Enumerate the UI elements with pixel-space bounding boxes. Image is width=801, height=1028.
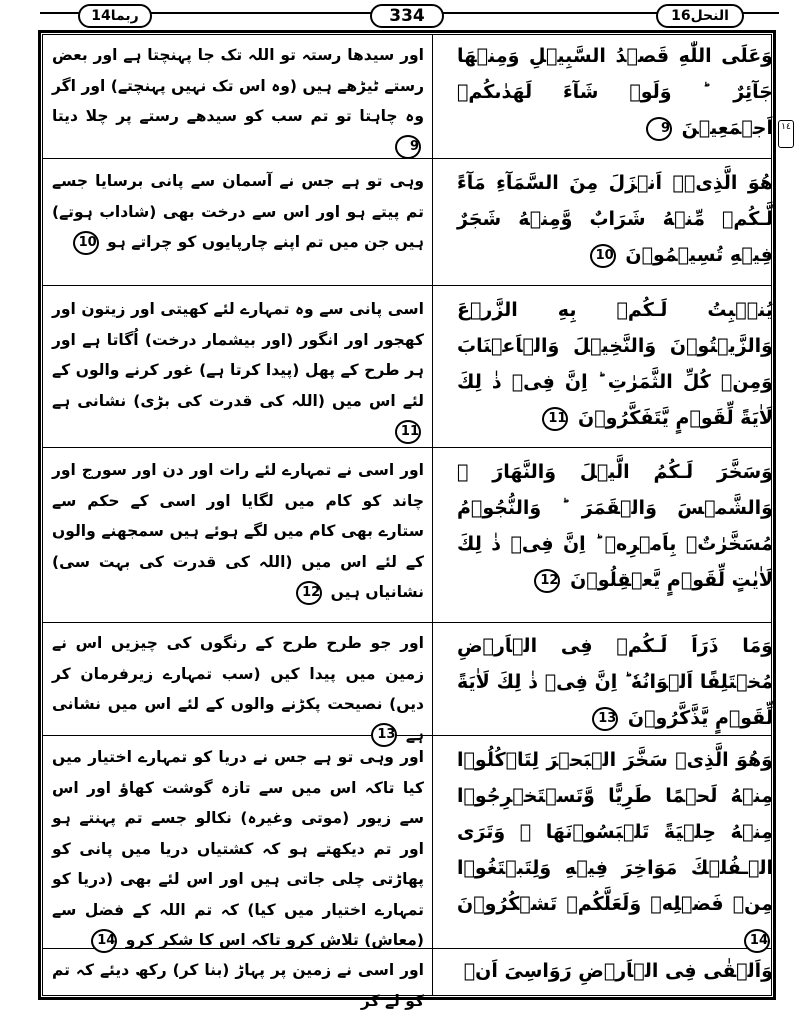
- arabic-verse: [457, 742, 773, 958]
- verse-number-marker: 13: [371, 723, 397, 747]
- arabic-verse-text: يُنۡۢبِتُ لَـكُمۡ بِهِ الزَّرۡعَ وَالزَّيۡتُوۡنَ وَالنَّخِيۡلَ وَالۡاَعۡنَابَ وَمِنۡ كُلِّ الثَّمَرٰتِ ؕ اِنَّ فِىۡ ذٰ لِكَ لَاٰيَةً لِّقَوۡمٍ يَّتَفَكَّرُوۡنَ: [457, 299, 773, 429]
- arabic-verse: [457, 292, 773, 436]
- verse-number-marker: 14: [91, 929, 117, 953]
- urdu-translation-text: اور جو طرح طرح کے رنگوں کی چیزیں اس نے زمین میں پیدا کیں (سب تمہارے زیرفرمان کر دیں) نصیحت پکڑنے والوں کے لئے اس میں نشانی ہے: [52, 634, 424, 744]
- surah-label: النحل16: [656, 4, 744, 28]
- verse-number-marker: 11: [395, 420, 421, 444]
- urdu-translation-text: اور اسی نے تمہارے لئے رات اور دن اور سورج اور چاند کو کام میں لگایا اور اسی کے حکم سے ستارے بھی کام میں لگے ہوئے ہیں سمجھنے والوں کے لئے اس میں (اللہ کی قدرت کی بہت سی) نشانیاں ہیں: [52, 461, 424, 601]
- urdu-translation: [52, 294, 424, 447]
- urdu-translation-text: اسی پانی سے وہ تمہارے لئے کھیتی اور زیتون اور کھجور اور انگور (اور بیشمار درخت) اُگاتا ہے اور ہر طرح کے پھل (پیدا کرتا ہے) غور کرنے والوں کے لئے اس میں (اللہ کی قدرت کی بڑی) نشانی ہے: [52, 300, 424, 410]
- urdu-translation-text: وہی تو ہے جس نے آسمان سے پانی برسایا جسے تم پیتے ہو اور اس سے درخت بھی (شاداب ہوتے) ہیں جن میں تم اپنے چارپایوں کو چراتے ہو: [52, 172, 424, 251]
- arabic-verse: [457, 953, 773, 989]
- verse-number-marker: 9: [646, 117, 672, 141]
- column-divider: [432, 34, 433, 996]
- verse-number-marker: 12: [534, 569, 560, 593]
- arabic-verse-text: وَسَخَّرَ لَـكُمُ الَّيۡلَ وَالنَّهَارَ ۙ وَالشَّمۡسَ وَالۡقَمَرَ ؕ وَالنُّجُوۡمُ مُسَخَّرٰتٌۢ بِاَمۡرِهٖ ؕ اِنَّ فِىۡ ذٰ لِكَ لَاٰيٰتٍ لِّقَوۡمٍ يَّعۡقِلُوۡنَ: [457, 461, 773, 591]
- page-number: 334: [370, 4, 444, 28]
- section-rule: [42, 285, 772, 286]
- arabic-verse: [457, 628, 773, 736]
- verse-number-marker: 13: [592, 707, 618, 731]
- verse-number-marker: 11: [542, 407, 568, 431]
- verse-number-marker: 10: [73, 231, 99, 255]
- verse-number-marker: 12: [296, 581, 322, 605]
- juz-label: ربما14: [78, 4, 152, 28]
- arabic-verse: [457, 38, 773, 146]
- section-rule: [42, 447, 772, 448]
- arabic-verse-text: وَمَا ذَرَاَ لَـكُمۡ فِى الۡاَرۡضِ مُخۡتَلِفًا اَلۡوَانُهٗ ؕ اِنَّ فِىۡ ذٰ لِكَ لَاٰيَةً لِّقَوۡمٍ يَّذَّكَّرُوۡنَ: [457, 635, 773, 729]
- arabic-verse: [457, 454, 773, 598]
- urdu-translation: [52, 628, 424, 750]
- verse-number-marker: 14: [744, 929, 770, 953]
- urdu-translation: [52, 742, 424, 956]
- urdu-translation: [52, 166, 424, 258]
- urdu-translation-text: اور سیدھا رستہ تو اللہ تک جا پہنچتا ہے اور بعض رستے ٹیڑھے ہیں (وہ اس تک نہیں پہنچتے) اور اگر وہ چاہتا تو تم سب کو سیدھے رستے پر چلا دیتا: [52, 46, 424, 125]
- arabic-verse-text: هُوَ الَّذِىۡۤ اَنۡزَلَ مِنَ السَّمَآءِ مَآءً لَّـكُمۡ مِّنۡهُ شَرَابٌ وَّمِنۡهُ شَجَرٌ فِيۡهِ تُسِيۡمُوۡنَ: [457, 172, 773, 266]
- section-rule: [42, 622, 772, 623]
- verse-number-marker: 9: [395, 135, 421, 159]
- urdu-translation: [52, 455, 424, 608]
- ruku-margin-mark: ١٤: [778, 120, 794, 148]
- urdu-translation-text: اور وہی تو ہے جس نے دریا کو تمہارے اختیار میں کیا تاکہ اس میں سے تازہ گوشت کھاؤ اور اس سے زیور (موتی وغیرہ) نکالو جسے تم پہنتے ہو اور تم دیکھتے ہو کہ کشتیاں دریا میں پانی کو پھاڑتی چلی جاتی ہیں اور اس لئے بھی (دریا کو تمہارے اختیار میں کیا) کہ تم اللہ کے فضل سے (معاش) تلاش کرو تاکہ اس کا شکر کرو: [52, 748, 424, 949]
- arabic-verse-text: وَاَلۡقٰى فِى الۡاَرۡضِ رَوَاسِىَ اَنۡ: [463, 960, 773, 982]
- arabic-verse-text: وَعَلَى اللّٰهِ قَصۡدُ السَّبِيۡلِ وَمِنۡهَا جَآئِرٌ ؕ وَلَوۡ شَآءَ لَهَدٰٮكُمۡ اَجۡمَعِيۡنَ: [457, 45, 773, 139]
- arabic-verse-text: وَهُوَ الَّذِىۡ سَخَّرَ الۡبَحۡرَ لِتَاۡكُلُوۡا مِنۡهُ لَحۡمًا طَرِيًّا وَّتَسۡتَخۡرِجُوۡا مِنۡهُ حِلۡيَةً تَلۡبَسُوۡنَهَا ۚ وَتَرَى الۡـفُلۡكَ مَوَاخِرَ فِيۡهِ وَلِتَبۡتَغُوۡا مِنۡ فَضۡلِهٖ وَلَعَلَّكُمۡ تَشۡكُرُوۡنَ: [457, 749, 773, 915]
- verse-number-marker: 10: [590, 244, 616, 268]
- arabic-verse: [457, 165, 773, 273]
- urdu-translation: [52, 40, 424, 162]
- urdu-translation: [52, 955, 424, 1016]
- urdu-translation-text: اور اسی نے زمین پر پہاڑ (بنا کر) رکھ دیئے کہ تم کو لے کر: [52, 961, 424, 1010]
